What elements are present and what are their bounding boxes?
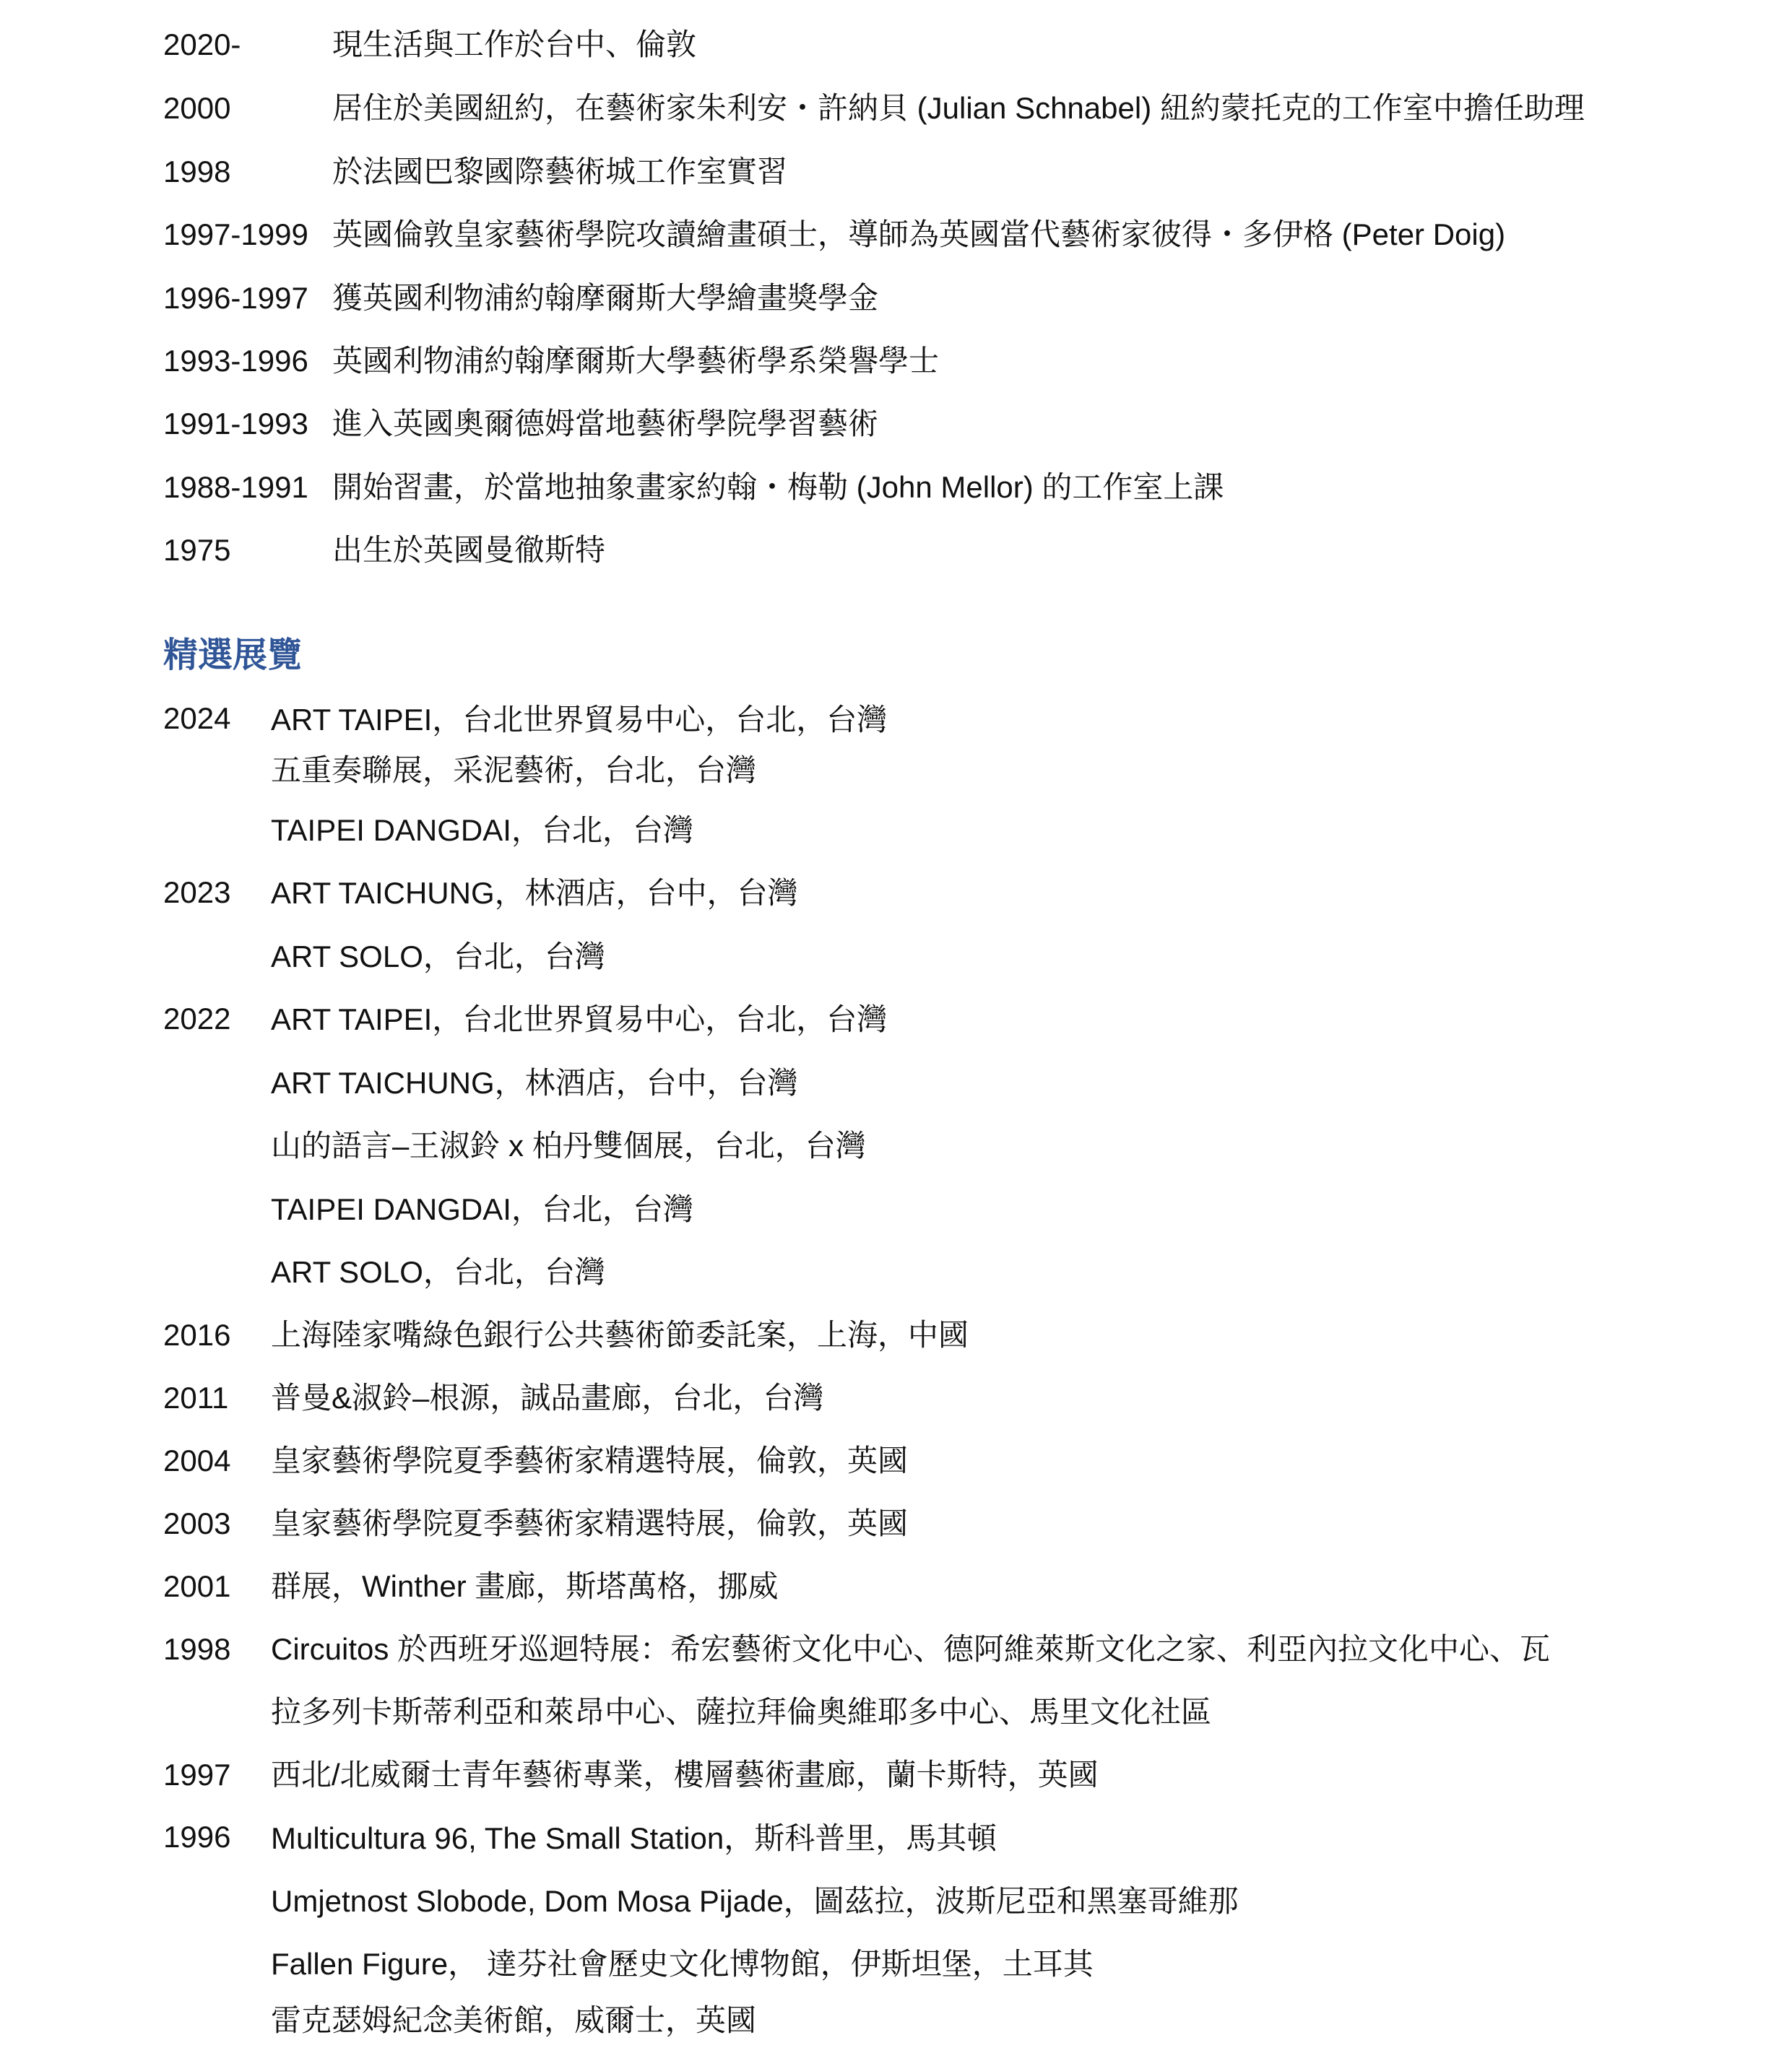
exhibition-entry: ART TAICHUNG，林酒店，台中，台灣	[271, 1066, 798, 1100]
bio-text: 進入英國奧爾德姆當地藝術學院學習藝術	[332, 407, 879, 441]
bio-text: 英國倫敦皇家藝術學院攻讀繪畫碩士，導師為英國當代藝術家彼得・多伊格 (Peter Doig)	[332, 217, 1506, 251]
exhibition-entry: ART SOLO，台北，台灣	[271, 1255, 605, 1289]
exhibition-entry: 五重奏聯展，采泥藝術，台北，台灣	[271, 753, 757, 787]
bio-year: 1988-1991	[163, 470, 308, 504]
bio-text: 居住於美國紐約，在藝術家朱利安・許納貝 (Julian Schnabel) 紐約蒙托克的工作室中擔任助理	[332, 91, 1585, 125]
bio-text: 開始習畫，於當地抽象畫家約翰・梅勒 (John Mellor) 的工作室上課	[332, 470, 1224, 504]
bio-year: 1991-1993	[163, 407, 308, 441]
exhibition-entry: 山的語言–王淑鈴 x 柏丹雙個展，台北，台灣	[271, 1129, 866, 1163]
exhibition-year: 1998	[163, 1632, 231, 1666]
exhibition-entry: Circuitos 於西班牙巡迴特展：希宏藝術文化中心、德阿維萊斯文化之家、利亞內拉文化中心、瓦	[271, 1632, 1551, 1666]
exhibition-year: 2022	[163, 1002, 231, 1036]
exhibition-entry: TAIPEI DANGDAI，台北，台灣	[271, 813, 693, 847]
exhibition-year: 2016	[163, 1318, 231, 1352]
bio-year: 1975	[163, 533, 231, 567]
exhibition-entry: TAIPEI DANGDAI，台北，台灣	[271, 1192, 693, 1226]
exhibition-entry: 群展，Winther 畫廊，斯塔萬格，挪威	[271, 1569, 779, 1603]
exhibition-year: 1997	[163, 1758, 231, 1792]
exhibition-entry: 皇家藝術學院夏季藝術家精選特展，倫敦，英國	[271, 1444, 909, 1478]
bio-year: 2000	[163, 91, 231, 125]
bio-text: 獲英國利物浦約翰摩爾斯大學繪畫獎學金	[332, 281, 879, 315]
exhibition-entry: ART SOLO，台北，台灣	[271, 940, 605, 973]
exhibition-entry: 拉多列卡斯蒂利亞和萊昂中心、薩拉拜倫奧維耶多中心、馬里文化社區	[271, 1695, 1212, 1729]
bio-year: 2020-	[163, 27, 241, 61]
bio-text: 出生於英國曼徹斯特	[332, 533, 606, 567]
exhibition-entry: ART TAIPEI，台北世界貿易中心，台北，台灣	[271, 703, 888, 737]
exhibition-entry: 上海陸家嘴綠色銀行公共藝術節委託案，上海，中國	[271, 1318, 969, 1352]
section-heading-selected-exhibitions: 精選展覽	[163, 636, 303, 674]
bio-text: 於法國巴黎國際藝術城工作室實習	[332, 155, 788, 188]
exhibition-entry: Multicultura 96, The Small Station，斯科普里，馬其頓	[271, 1821, 997, 1855]
bio-text: 現生活與工作於台中、倫敦	[332, 27, 697, 61]
exhibition-entry: ART TAIPEI，台北世界貿易中心，台北，台灣	[271, 1002, 888, 1036]
exhibition-year: 2024	[163, 701, 231, 735]
exhibition-year: 2001	[163, 1569, 231, 1603]
exhibition-year: 2023	[163, 875, 231, 909]
bio-year: 1998	[163, 155, 231, 188]
bio-year: 1997-1999	[163, 217, 308, 251]
exhibition-entry: 普曼&淑鈴–根源，誠品畫廊，台北，台灣	[271, 1381, 824, 1415]
exhibition-entry: ART TAICHUNG，林酒店，台中，台灣	[271, 876, 798, 910]
bio-year: 1996-1997	[163, 281, 308, 315]
exhibition-entry: 雷克瑟姆紀念美術館，威爾士，英國	[271, 2003, 757, 2037]
bio-text: 英國利物浦約翰摩爾斯大學藝術學系榮譽學士	[332, 344, 940, 378]
exhibition-entry: 皇家藝術學院夏季藝術家精選特展，倫敦，英國	[271, 1506, 909, 1540]
exhibition-entry: 西北/北威爾士青年藝術專業，樓層藝術畫廊，蘭卡斯特，英國	[271, 1758, 1099, 1792]
exhibition-year: 2004	[163, 1444, 231, 1478]
exhibition-year: 2011	[163, 1381, 229, 1415]
exhibition-year: 2003	[163, 1506, 231, 1540]
exhibition-year: 1996	[163, 1820, 231, 1854]
exhibition-entry: Fallen Figure， 達芬社會歷史文化博物館，伊斯坦堡，土耳其	[271, 1947, 1094, 1981]
exhibition-entry: Umjetnost Slobode, Dom Mosa Pijade，圖茲拉，波斯尼亞和黑塞哥維那	[271, 1884, 1239, 1918]
bio-year: 1993-1996	[163, 344, 308, 378]
